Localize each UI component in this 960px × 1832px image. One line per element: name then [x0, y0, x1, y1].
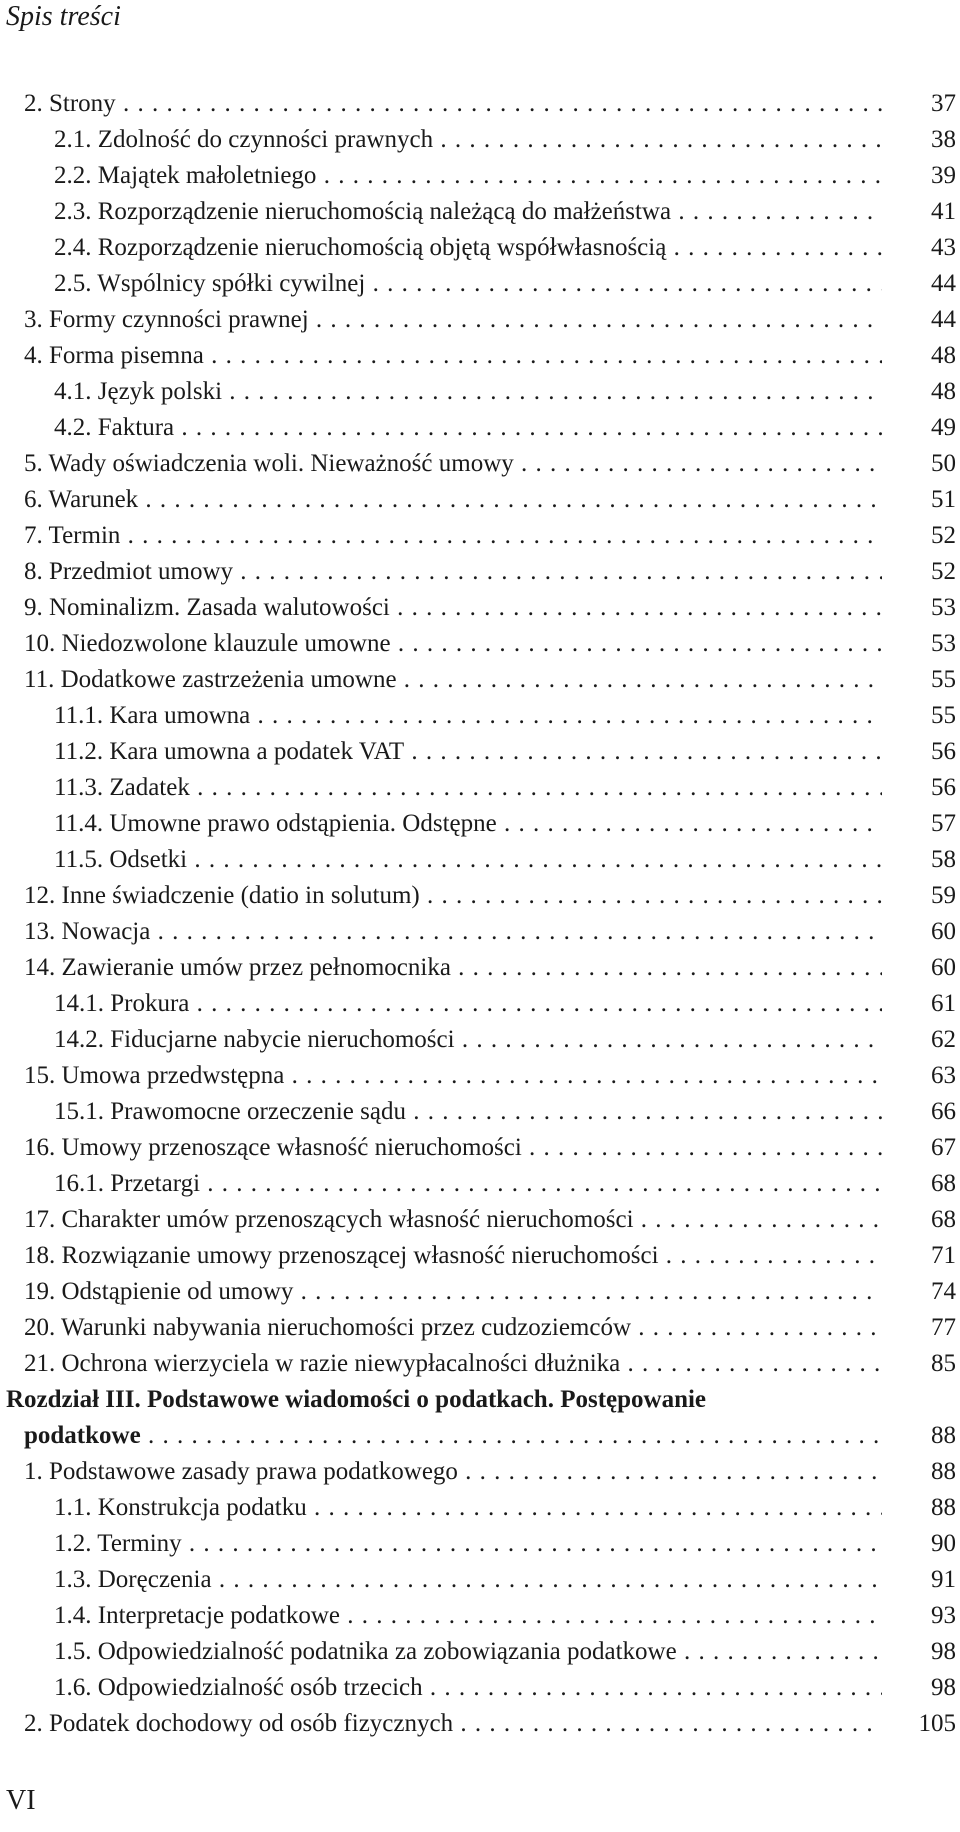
- toc-entry: [0, 1454, 960, 1490]
- toc-entry: [0, 1238, 960, 1274]
- entry-label: 8. Przedmiot umowy . . .: [24, 554, 882, 590]
- entry-label: 21. Ochrona wierzyciela w razie niewypłacalności dłużnika . . .: [24, 1346, 882, 1382]
- toc-entry: [0, 1130, 960, 1166]
- entry-page: 85: [931, 1350, 956, 1377]
- entry-label: 3. Formy czynności prawnej . . .: [24, 302, 882, 338]
- toc-group-chapter-2-part: [0, 86, 960, 1382]
- toc-entry: [0, 1274, 960, 1310]
- entry-label: 13. Nowacja . . .: [24, 914, 882, 950]
- entry-page: 88: [931, 1494, 956, 1521]
- toc-entry: [0, 1094, 960, 1130]
- entry-label: 16. Umowy przenoszące własność nieruchomości . . .: [24, 1130, 882, 1166]
- entry-page: 77: [931, 1314, 956, 1341]
- entry-page: 90: [931, 1530, 956, 1557]
- entry-label: 2. Podatek dochodowy od osób fizycznych . . .: [24, 1706, 882, 1742]
- toc-entry: [0, 626, 960, 662]
- entry-page: 44: [931, 270, 956, 297]
- entry-page: 49: [931, 414, 956, 441]
- toc-entry: [0, 194, 960, 230]
- entry-page: 53: [931, 594, 956, 621]
- entry-label: 10. Niedozwolone klauzule umowne . . .: [24, 626, 882, 662]
- entry-label: 2.2. Majątek małoletniego . . .: [54, 158, 882, 194]
- entry-label: 4.2. Faktura . . .: [54, 410, 882, 446]
- entry-label: 11.4. Umowne prawo odstąpienia. Odstępne . . .: [54, 806, 882, 842]
- entry-page: 74: [931, 1278, 956, 1305]
- entry-label: 5. Wady oświadczenia woli. Nieważność umowy . . .: [24, 446, 882, 482]
- toc-entry: [0, 878, 960, 914]
- entry-label: 2.1. Zdolność do czynności prawnych . . .: [54, 122, 882, 158]
- entry-label: 9. Nominalizm. Zasada walutowości . . .: [24, 590, 882, 626]
- toc-entry: [0, 914, 960, 950]
- entry-page: 67: [931, 1134, 956, 1161]
- entry-page: 56: [931, 738, 956, 765]
- entry-label: 2.4. Rozporządzenie nieruchomością objętą współwłasnością . . .: [54, 230, 882, 266]
- entry-page: 48: [931, 342, 956, 369]
- entry-page: 55: [931, 666, 956, 693]
- entry-page: 38: [931, 126, 956, 153]
- toc-entry: [0, 86, 960, 122]
- entry-label: 1.6. Odpowiedzialność osób trzecich . . .: [54, 1670, 882, 1706]
- entry-page: 56: [931, 774, 956, 801]
- entry-page: 43: [931, 234, 956, 261]
- entry-page: 50: [931, 450, 956, 477]
- toc-entry: [0, 1670, 960, 1706]
- entry-page: 71: [931, 1242, 956, 1269]
- entry-label: 11. Dodatkowe zastrzeżenia umowne . . .: [24, 662, 882, 698]
- toc-entry: [0, 698, 960, 734]
- toc-entry: [0, 410, 960, 446]
- toc-entry: [0, 1058, 960, 1094]
- entry-page: 48: [931, 378, 956, 405]
- entry-label: 1.3. Doręczenia . . .: [54, 1562, 882, 1598]
- entry-label: 4.1. Język polski . . .: [54, 374, 882, 410]
- chapter-heading: Rozdział III. Podstawowe wiadomości o podatkach. Postępowanie: [6, 1386, 707, 1413]
- toc-entry: [0, 1490, 960, 1526]
- toc-entry: [0, 734, 960, 770]
- entry-page: 61: [931, 990, 956, 1017]
- toc-entry: [0, 1166, 960, 1202]
- chapter-heading-continuation: [0, 1418, 960, 1454]
- entry-page: 66: [931, 1098, 956, 1125]
- entry-page: 51: [931, 486, 956, 513]
- toc-entry: [0, 230, 960, 266]
- entry-page: 60: [931, 954, 956, 981]
- entry-label: 2. Strony . . .: [24, 86, 882, 122]
- entry-label: 2.5. Wspólnicy spółki cywilnej . . .: [54, 266, 882, 302]
- entry-label: 15. Umowa przedwstępna . . .: [24, 1058, 882, 1094]
- entry-label: 14.2. Fiducjarne nabycie nieruchomości . . .: [54, 1022, 882, 1058]
- toc-entry: [0, 1526, 960, 1562]
- entry-page: 41: [931, 198, 956, 225]
- toc-entry: [0, 842, 960, 878]
- toc-entry: [0, 374, 960, 410]
- entry-page: 88: [931, 1422, 956, 1449]
- entry-label: 20. Warunki nabywania nieruchomości przez cudzoziemców . . .: [24, 1310, 882, 1346]
- toc-entry: [0, 1310, 960, 1346]
- entry-page: 63: [931, 1062, 956, 1089]
- entry-label: 12. Inne świadczenie (datio in solutum) . . .: [24, 878, 882, 914]
- toc-entry: [0, 518, 960, 554]
- entry-label: 6. Warunek . . .: [24, 482, 882, 518]
- entry-label: 1.2. Terminy . . .: [54, 1526, 882, 1562]
- entry-label: 17. Charakter umów przenoszących własność nieruchomości . . .: [24, 1202, 882, 1238]
- toc-entry: [0, 1022, 960, 1058]
- toc-entry: [0, 1706, 960, 1742]
- entry-page: 57: [931, 810, 956, 837]
- entry-label: 11.5. Odsetki . . .: [54, 842, 882, 878]
- toc-entry: [0, 1346, 960, 1382]
- page-header: Spis treści: [6, 1, 121, 32]
- entry-label: podatkowe . . .: [24, 1418, 882, 1454]
- toc-group-chapter-3: [0, 1454, 960, 1742]
- toc-entry: [0, 950, 960, 986]
- toc-entry: [0, 338, 960, 374]
- entry-page: 58: [931, 846, 956, 873]
- entry-page: 98: [931, 1638, 956, 1665]
- entry-page: 88: [931, 1458, 956, 1485]
- entry-label: 11.2. Kara umowna a podatek VAT . . .: [54, 734, 882, 770]
- toc-entry: [0, 302, 960, 338]
- entry-page: 93: [931, 1602, 956, 1629]
- entry-page: 59: [931, 882, 956, 909]
- toc-entry: [0, 806, 960, 842]
- entry-label: 1. Podstawowe zasady prawa podatkowego . . .: [24, 1454, 882, 1490]
- entry-label: 18. Rozwiązanie umowy przenoszącej własność nieruchomości . . .: [24, 1238, 882, 1274]
- entry-page: 39: [931, 162, 956, 189]
- entry-page: 98: [931, 1674, 956, 1701]
- toc-entry: [0, 446, 960, 482]
- toc-entry: [0, 590, 960, 626]
- toc-entry: [0, 158, 960, 194]
- entry-label: 15.1. Prawomocne orzeczenie sądu . . .: [54, 1094, 882, 1130]
- entry-label: 14. Zawieranie umów przez pełnomocnika . . .: [24, 950, 882, 986]
- toc-entry: [0, 1562, 960, 1598]
- entry-label: 2.3. Rozporządzenie nieruchomością należącą do małżeństwa . . .: [54, 194, 882, 230]
- entry-label: 1.5. Odpowiedzialność podatnika za zobowiązania podatkowe . . .: [54, 1634, 882, 1670]
- toc-entry: [0, 1598, 960, 1634]
- entry-page: 62: [931, 1026, 956, 1053]
- page-number: VI: [6, 1785, 36, 1816]
- entry-page: 91: [931, 1566, 956, 1593]
- entry-label: 7. Termin . . .: [24, 518, 882, 554]
- entry-page: 105: [918, 1710, 956, 1737]
- entry-page: 37: [931, 90, 956, 117]
- entry-label: 16.1. Przetargi . . .: [54, 1166, 882, 1202]
- entry-page: 52: [931, 558, 956, 585]
- entry-page: 52: [931, 522, 956, 549]
- toc-entry: [0, 1634, 960, 1670]
- entry-label: 14.1. Prokura . . .: [54, 986, 882, 1022]
- entry-page: 53: [931, 630, 956, 657]
- entry-page: 60: [931, 918, 956, 945]
- entry-label: 1.4. Interpretacje podatkowe . . .: [54, 1598, 882, 1634]
- toc-entry: [0, 554, 960, 590]
- toc-entry: [0, 662, 960, 698]
- toc-entry: [0, 1202, 960, 1238]
- entry-label: 11.1. Kara umowna . . .: [54, 698, 882, 734]
- toc-entry: [0, 986, 960, 1022]
- toc-entry: [0, 266, 960, 302]
- toc-entry: [0, 770, 960, 806]
- entry-label: 11.3. Zadatek . . .: [54, 770, 882, 806]
- table-of-contents: [0, 86, 960, 1742]
- toc-entry: [0, 122, 960, 158]
- entry-label: 4. Forma pisemna . . .: [24, 338, 882, 374]
- entry-label: 19. Odstąpienie od umowy . . .: [24, 1274, 882, 1310]
- entry-page: 68: [931, 1170, 956, 1197]
- entry-page: 44: [931, 306, 956, 333]
- entry-page: 55: [931, 702, 956, 729]
- toc-entry: [0, 482, 960, 518]
- entry-page: 68: [931, 1206, 956, 1233]
- entry-label: 1.1. Konstrukcja podatku . . .: [54, 1490, 882, 1526]
